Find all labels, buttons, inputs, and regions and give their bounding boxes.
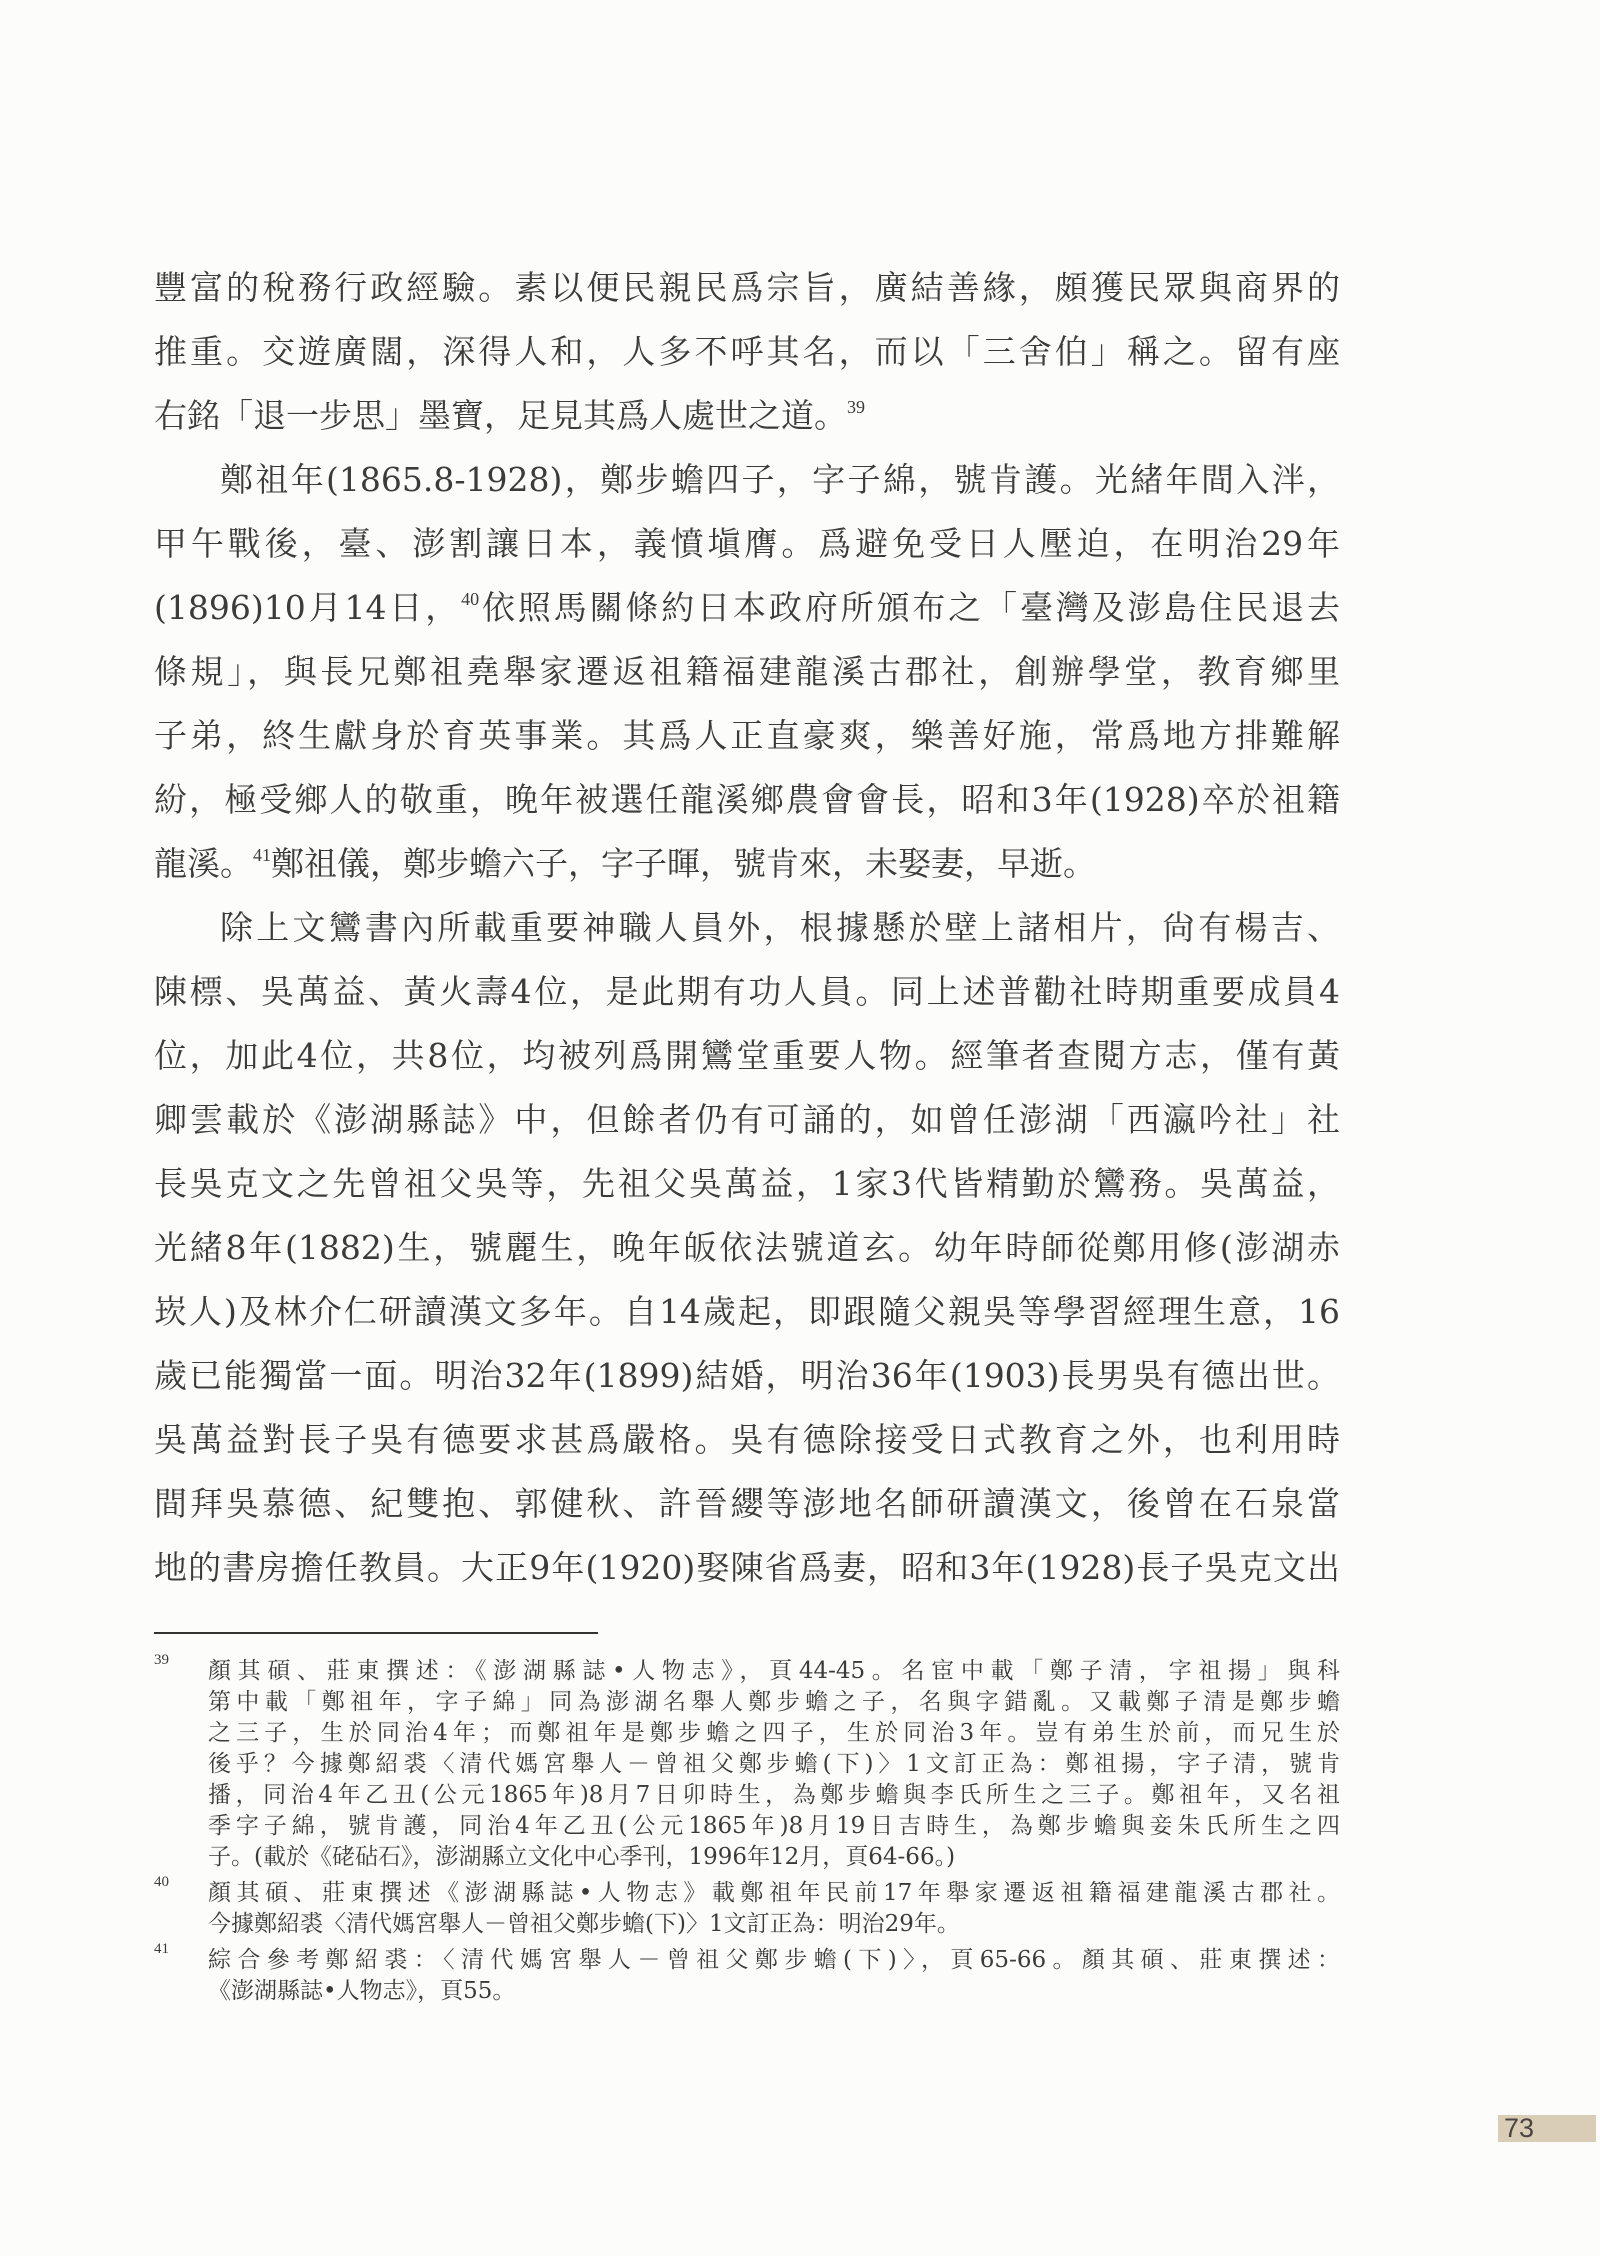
text-line [154,704,1340,768]
footnote-line: 後乎？今據鄭紹裘〈清代媽宮舉人－曾祖父鄭步蟾(下)〉1文訂正為：鄭祖揚，字子清，號肯 [208,1751,1340,1777]
text-segment: 鄭祖年(1865.8-1928)，鄭步蟾四子，字子綿，號肯護。光緒年間入泮， [220,460,1340,499]
body-text [154,256,1340,1600]
footnote-line: 顏其碩、莊東撰述：《澎湖縣誌•人物志》，頁44-45。名宦中載「鄭子清，字祖揚」與科 [208,1658,1340,1684]
paragraph [154,896,1340,1600]
text-line [154,1088,1340,1152]
text-line [154,448,1340,512]
footnote-reference[interactable]: 41 [253,845,271,865]
text-segment: 豐富的稅務行政經驗。素以便民親民爲宗旨，廣結善緣，頗獲民眾與商界的 [154,268,1340,307]
text-line [154,1536,1340,1600]
text-segment: 龍溪。 [154,844,253,883]
text-line [154,1344,1340,1408]
text-segment: 崁人)及林介仁研讀漢文多年。自14歲起，即跟隨父親吳等學習經理生意，16 [154,1292,1340,1331]
footnote-40 [154,1874,1340,1940]
footnote-line: 第中載「鄭祖年，字子綿」同為澎湖名舉人鄭步蟾之子，名與字錯亂。又載鄭子清是鄭步蟾 [208,1689,1340,1715]
footnote-line: 顏其碩、莊東撰述《澎湖縣誌•人物志》載鄭祖年民前17年舉家遷返祖籍福建龍溪古郡社。 [208,1880,1340,1906]
text-line [154,1024,1340,1088]
footnote-line: 子。(載於《硓砧石》，澎湖縣立文化中心季刊，1996年12月，頁64-66。) [208,1844,956,1870]
text-segment: 吳萬益對長子吳有德要求甚爲嚴格。吳有德除接受日式教育之外，也利用時 [154,1420,1340,1459]
text-line [154,1472,1340,1536]
paragraph [154,256,1340,448]
text-line [154,512,1340,576]
footnotes [154,1652,1340,2012]
text-line [154,320,1340,384]
text-segment: 鄭祖儀，鄭步蟾六子，字子暉，號肯來，未娶妻，早逝。 [271,844,1096,883]
text-line [154,1408,1340,1472]
text-line [154,1280,1340,1344]
footnote-number: 39 [154,1652,169,1668]
footnote-39 [154,1652,1340,1873]
text-segment: 子弟，終生獻身於育英事業。其爲人正直豪爽，樂善好施，常爲地方排難解 [154,716,1340,755]
text-line [154,960,1340,1024]
text-segment: 推重。交遊廣闊，深得人和，人多不呼其名，而以「三舍伯」稱之。留有座 [154,332,1340,371]
footnote-divider [154,1632,598,1634]
text-line [154,640,1340,704]
footnote-reference[interactable]: 40 [461,589,480,609]
footnote-41 [154,1941,1340,2007]
footnote-reference[interactable]: 39 [847,397,865,417]
page-number: 73 [1498,2115,1596,2142]
text-line [154,1152,1340,1216]
text-segment: 紛，極受鄉人的敬重，晚年被選任龍溪鄉農會會長，昭和3年(1928)卒於祖籍 [154,780,1340,819]
text-segment: 右銘「退一步思」墨寶，足見其爲人處世之道。 [154,396,847,435]
text-line [154,256,1340,320]
paragraph [154,448,1340,896]
text-line [154,576,1340,640]
text-line [154,768,1340,832]
footnote-line: 今據鄭紹裘〈清代媽宮舉人－曾祖父鄭步蟾(下)〉1文訂正為：明治29年。 [208,1911,960,1937]
text-segment: 甲午戰後，臺、澎割讓日本，義憤塡膺。爲避免受日人壓迫，在明治29年 [154,524,1340,563]
footnote-number: 41 [154,1941,169,1957]
text-segment: 光緒8年(1882)生，號麗生，晚年皈依法號道玄。幼年時師從鄭用修(澎湖赤 [154,1228,1340,1267]
text-segment: 長吳克文之先曾祖父吳等，先祖父吳萬益，1家3代皆精勤於鸞務。吳萬益， [154,1164,1340,1203]
text-segment: 位，加此4位，共8位，均被列爲開鸞堂重要人物。經筆者查閱方志，僅有黃 [154,1036,1340,1075]
text-segment: 除上文鸞書內所載重要神職人員外，根據懸於壁上諸相片，尙有楊吉、 [220,908,1340,947]
footnote-line: 播，同治4年乙丑(公元1865年)8月7日卯時生，為鄭步蟾與李氏所生之三子。鄭祖年，又名祖 [208,1782,1340,1808]
footnote-number: 40 [154,1874,169,1890]
text-line [154,1216,1340,1280]
text-line [154,384,1340,448]
text-line [154,896,1340,960]
text-segment: 歲已能獨當一面。明治32年(1899)結婚，明治36年(1903)長男吳有德出世。 [154,1356,1340,1395]
footnote-line: 季字子綿，號肯護，同治4年乙丑(公元1865年)8月19日吉時生，為鄭步蟾與妾朱氏所生之四 [208,1813,1340,1839]
text-segment: 地的書房擔任教員。大正9年(1920)娶陳省爲妻，昭和3年(1928)長子吳克文出 [154,1548,1340,1587]
text-segment: 陳標、吳萬益、黃火壽4位，是此期有功人員。同上述普勸社時期重要成員4 [154,972,1340,1011]
footnote-line: 之三子，生於同治4年；而鄭祖年是鄭步蟾之四子，生於同治3年。豈有弟生於前，而兄生於 [208,1720,1340,1746]
footnote-line: 綜合參考鄭紹裘：〈清代媽宮舉人－曾祖父鄭步蟾(下)〉，頁65-66。顏其碩、莊東撰述： [208,1947,1340,1973]
text-segment: 間拜吳慕德、紀雙抱、郭健秋、許晉纓等澎地名師研讀漢文，後曾在石泉當 [154,1484,1340,1523]
text-segment: 條規」，與長兄鄭祖堯舉家遷返祖籍福建龍溪古郡社，創辦學堂，教育鄉里 [154,652,1340,691]
text-segment: 依照馬關條約日本政府所頒布之「臺灣及澎島住民退去 [479,588,1341,627]
text-segment: (1896)10月14日， [154,588,462,627]
text-line [154,832,1340,896]
text-segment: 卿雲載於《澎湖縣誌》中，但餘者仍有可誦的，如曾任澎湖「西瀛吟社」社 [154,1100,1340,1139]
footnote-line: 《澎湖縣誌•人物志》，頁55。 [208,1978,516,2004]
